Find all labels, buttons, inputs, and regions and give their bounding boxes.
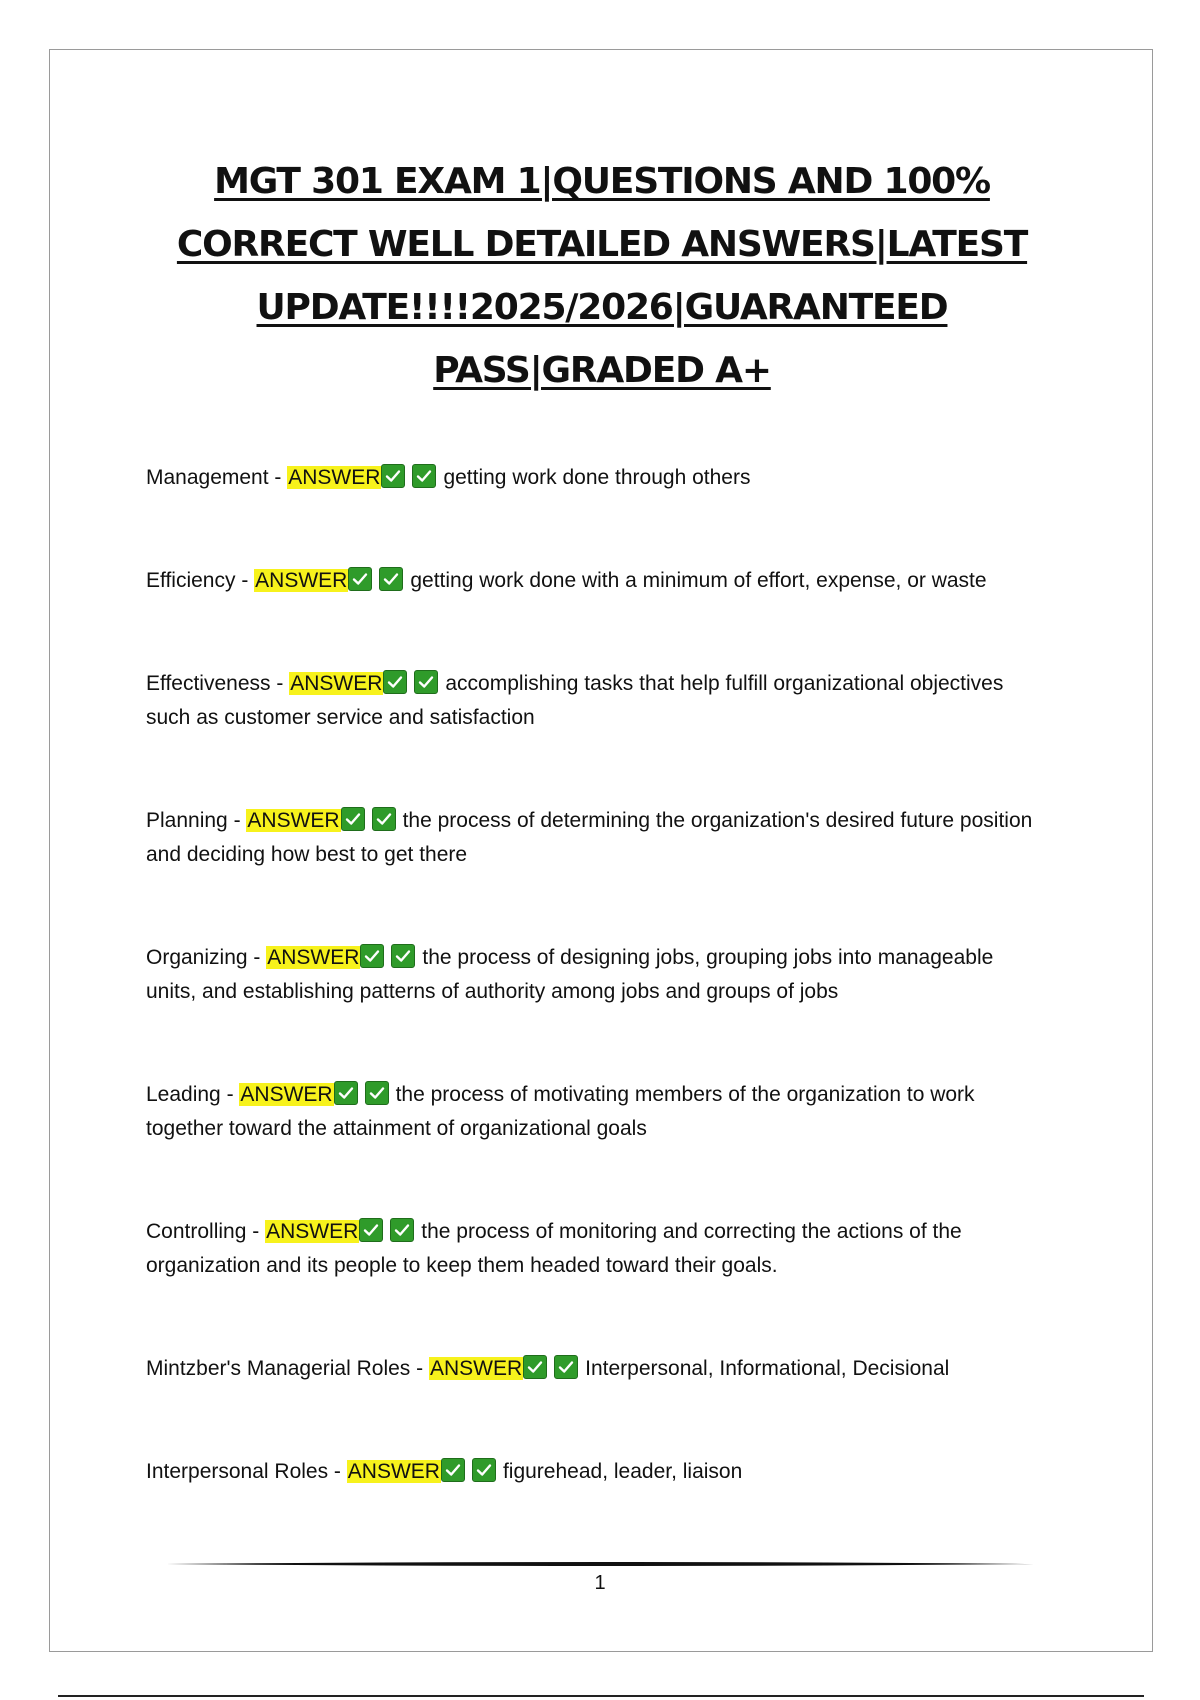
footer-rule: [166, 1561, 1034, 1567]
qa-entry: [146, 1352, 1046, 1386]
check-mark-icon: [554, 1355, 578, 1379]
term: Interpersonal Roles -: [146, 1460, 347, 1483]
term: Organizing -: [146, 946, 267, 969]
check-mark-icon: [412, 464, 436, 488]
answer-highlight: ANSWER: [247, 809, 340, 832]
document-title: MGT 301 EXAM 1|QUESTIONS AND 100% CORRECT WELL DETAILED ANSWERS|LATEST UPDATE!!!!2025/2026|GUARANTEED PASS|GRADED A+: [176, 161, 1028, 391]
definition: the process of motivating members of the organization to work together toward the attainment of organizational goals: [146, 1083, 975, 1140]
qa-entry: [146, 1455, 1046, 1489]
check-mark-icon: [334, 1081, 358, 1105]
term: Leading -: [146, 1083, 240, 1106]
check-mark-icon: [341, 807, 365, 831]
check-mark-icon: [391, 944, 415, 968]
check-mark-icon: [523, 1355, 547, 1379]
answer-highlight: ANSWER: [347, 1460, 440, 1483]
check-mark-icon: [365, 1081, 389, 1105]
check-mark-icon: [372, 807, 396, 831]
page-number: 1: [594, 1572, 606, 1594]
check-mark-icon: [381, 464, 405, 488]
qa-entry: [146, 804, 1046, 872]
qa-entry: [146, 1078, 1046, 1146]
term: Planning -: [146, 809, 247, 832]
answer-highlight: ANSWER: [429, 1357, 523, 1380]
definition: accomplishing tasks that help fulfill organizational objectives such as customer service and satisfaction: [146, 672, 1004, 729]
qa-entry: [146, 667, 1046, 735]
answer-highlight: ANSWER: [290, 672, 383, 695]
qa-list: [146, 461, 1046, 1489]
answer-highlight: ANSWER: [267, 946, 360, 969]
definition: getting work done through others: [443, 466, 751, 489]
definition: getting work done with a minimum of effort, expense, or waste: [410, 569, 987, 592]
qa-entry: [146, 461, 1046, 495]
term: Efficiency -: [146, 569, 255, 592]
definition: Interpersonal, Informational, Decisional: [585, 1357, 950, 1380]
qa-entry: [146, 564, 1046, 598]
check-mark-icon: [441, 1458, 465, 1482]
check-mark-icon: [414, 670, 438, 694]
check-mark-icon: [348, 567, 372, 591]
answer-highlight: ANSWER: [255, 569, 348, 592]
definition: the process of monitoring and correcting the actions of the organization and its people to keep them headed toward their goals.: [146, 1220, 962, 1277]
definition: figurehead, leader, liaison: [502, 1460, 743, 1483]
term: Effectiveness -: [146, 672, 290, 695]
definition: the process of designing jobs, grouping jobs into manageable units, and establishing patterns of authority among jobs and groups of jobs: [146, 946, 994, 1003]
term: Mintzber's Managerial Roles -: [146, 1357, 429, 1380]
definition: the process of determining the organization's desired future position and deciding how best to get there: [146, 809, 1033, 866]
answer-highlight: ANSWER: [266, 1220, 359, 1243]
check-mark-icon: [390, 1218, 414, 1242]
check-mark-icon: [379, 567, 403, 591]
qa-entry: [146, 1215, 1046, 1283]
qa-entry: [146, 941, 1046, 1009]
check-mark-icon: [472, 1458, 496, 1482]
answer-highlight: ANSWER: [288, 466, 381, 489]
bottom-rule: [58, 1695, 1144, 1697]
check-mark-icon: [359, 1218, 383, 1242]
answer-highlight: ANSWER: [240, 1083, 333, 1106]
check-mark-icon: [383, 670, 407, 694]
term: Controlling -: [146, 1220, 266, 1243]
term: Management -: [146, 466, 288, 489]
check-mark-icon: [360, 944, 384, 968]
